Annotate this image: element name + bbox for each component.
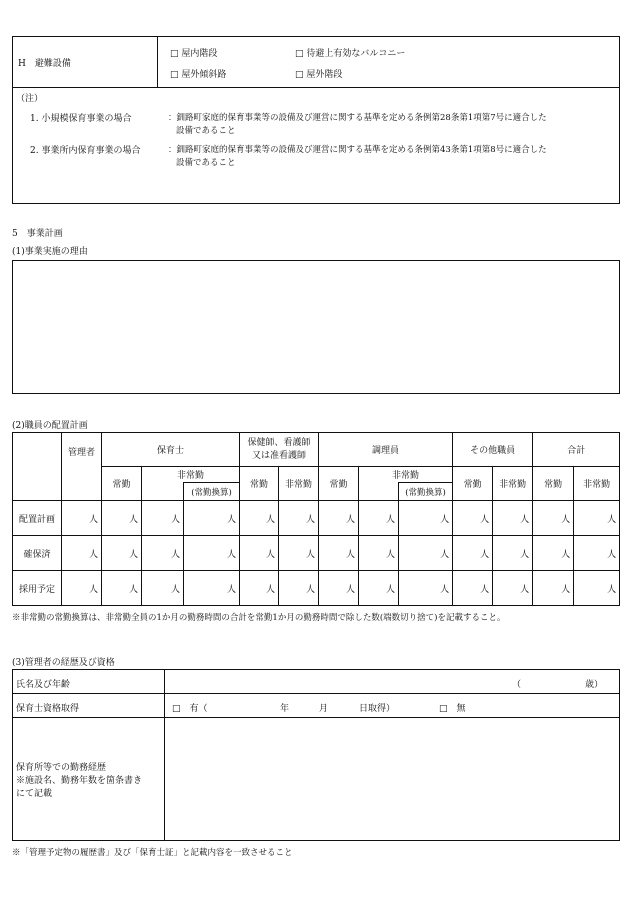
reason-title: (1)事業実施の理由 <box>12 247 88 257</box>
note-title: （注） <box>16 94 44 104</box>
cell-unit[interactable]: 人 <box>533 536 574 571</box>
evacuation-row-divider <box>12 87 620 88</box>
note-1-label: 1. 小規模保育事業の場合 <box>30 114 132 124</box>
hdr-health-part: 非常勤 <box>279 467 319 501</box>
option-outdoor-stairs[interactable]: □ 屋外階段 <box>295 70 343 80</box>
reason-input-box[interactable] <box>12 260 620 394</box>
hdr-health <box>240 433 319 467</box>
manager-footnote: ※「管理予定物の履歴書」及び「保育士証」と記載内容を一致させること <box>12 848 293 858</box>
cell-unit[interactable]: 人 <box>453 536 493 571</box>
cell-unit[interactable]: 人 <box>62 571 102 606</box>
cell-unit[interactable]: 人 <box>62 536 102 571</box>
career-label-1: 保育所等での勤務経歴 <box>16 763 107 773</box>
cell-unit[interactable]: 人 <box>240 571 279 606</box>
hdr-nursery-part: 非常勤 <box>142 467 240 483</box>
qualification-label: 保育士資格取得 <box>16 704 80 714</box>
cell-unit[interactable]: 人 <box>493 536 533 571</box>
hdr-nursery-part-blank <box>142 483 184 501</box>
age-open-paren: （ <box>512 680 522 690</box>
name-age-label: 氏名及び年齢 <box>16 680 71 690</box>
cell-unit[interactable]: 人 <box>359 536 399 571</box>
cell-unit[interactable]: 人 <box>533 501 574 536</box>
hdr-other-full: 常勤 <box>453 467 493 501</box>
age-close: 歳） <box>585 680 604 690</box>
evacuation-col-divider <box>157 36 158 87</box>
table-row <box>13 571 620 606</box>
cell-unit[interactable]: 人 <box>102 536 142 571</box>
cell-unit[interactable]: 人 <box>142 536 184 571</box>
hdr-cook-part: 非常勤 <box>359 467 453 483</box>
cell-unit[interactable]: 人 <box>493 501 533 536</box>
cell-unit[interactable]: 人 <box>493 571 533 606</box>
cell-unit[interactable]: 人 <box>574 501 620 536</box>
table-row <box>13 501 620 536</box>
manager-row-divider-2 <box>12 717 620 718</box>
career-label-2: ※施設名、勤務年数を箇条書き <box>16 776 143 786</box>
cell-unit[interactable]: 人 <box>399 501 453 536</box>
cell-unit[interactable]: 人 <box>533 571 574 606</box>
cell-unit[interactable]: 人 <box>102 501 142 536</box>
manager-title: (3)管理者の経歴及び資格 <box>12 658 115 668</box>
evacuation-label: H 避難設備 <box>18 59 71 69</box>
name-age-field[interactable] <box>166 671 616 692</box>
hdr-cook-part-blank <box>359 483 399 501</box>
cell-unit[interactable]: 人 <box>574 536 620 571</box>
cell-unit[interactable]: 人 <box>399 536 453 571</box>
section-title: 5 事業計画 <box>12 229 63 239</box>
hdr-nursery-conv: (常勤換算) <box>184 483 240 501</box>
cell-unit[interactable]: 人 <box>319 501 359 536</box>
staff-table <box>12 432 620 606</box>
cell-unit[interactable]: 人 <box>279 501 319 536</box>
cell-unit[interactable]: 人 <box>359 571 399 606</box>
option-indoor-stairs[interactable]: □ 屋内階段 <box>170 49 218 59</box>
corner-cell <box>13 433 62 501</box>
staff-footnote: ※非常勤の常勤換算は、非常勤全員の1か月の勤務時間の合計を常勤1か月の勤務時間で除した数(端数切り捨て)を記載すること。 <box>12 613 506 623</box>
row-label-secured: 確保済 <box>13 536 62 571</box>
hdr-total-full: 常勤 <box>533 467 574 501</box>
cell-unit[interactable]: 人 <box>399 571 453 606</box>
cell-unit[interactable]: 人 <box>279 536 319 571</box>
manager-col-divider <box>164 669 165 841</box>
hdr-health-line2: 又は准看護師 <box>252 450 307 461</box>
cell-unit[interactable]: 人 <box>102 571 142 606</box>
hdr-cook-full: 常勤 <box>319 467 359 501</box>
cell-unit[interactable]: 人 <box>240 501 279 536</box>
qualification-no-checkbox[interactable]: □ 無 <box>439 704 466 714</box>
hdr-health-full: 常勤 <box>240 467 279 501</box>
cell-unit[interactable]: 人 <box>184 571 240 606</box>
day-acquired-label: 日取得） <box>359 704 396 714</box>
row-label-plan: 配置計画 <box>13 501 62 536</box>
hdr-nursery: 保育士 <box>102 433 240 467</box>
cell-unit[interactable]: 人 <box>453 501 493 536</box>
hdr-total: 合計 <box>533 433 620 467</box>
hdr-other: その他職員 <box>453 433 533 467</box>
month-label: 月 <box>319 704 329 714</box>
cell-unit[interactable]: 人 <box>142 571 184 606</box>
cell-unit[interactable]: 人 <box>184 536 240 571</box>
year-label: 年 <box>280 704 290 714</box>
career-label-3: にて記載 <box>16 789 53 799</box>
row-label-hire: 採用予定 <box>13 571 62 606</box>
table-row <box>13 536 620 571</box>
option-outdoor-ramp[interactable]: □ 屋外傾斜路 <box>170 70 227 80</box>
note-1-text: ：釧路町家庭的保育事業等の設備及び運営に関する基準を定める条例第28条第1項第7号に適合した <box>168 113 547 123</box>
cell-unit[interactable]: 人 <box>240 536 279 571</box>
option-balcony[interactable]: □ 待避上有効なバルコニー <box>295 49 406 59</box>
hdr-other-part: 非常勤 <box>493 467 533 501</box>
hdr-cook: 調理員 <box>319 433 453 467</box>
cell-unit[interactable]: 人 <box>62 501 102 536</box>
hdr-manager: 管理者 <box>62 433 102 501</box>
staff-title: (2)職員の配置計画 <box>12 421 88 431</box>
cell-unit[interactable]: 人 <box>319 536 359 571</box>
note-2-text-cont: 設備であること <box>176 158 236 168</box>
career-input-area[interactable] <box>166 719 616 837</box>
cell-unit[interactable]: 人 <box>142 501 184 536</box>
hdr-total-part: 非常勤 <box>574 467 620 501</box>
hdr-nursery-full: 常勤 <box>102 467 142 501</box>
note-1-text-cont: 設備であること <box>176 126 236 136</box>
note-2-label: 2. 事業所内保育事業の場合 <box>30 146 141 156</box>
cell-unit[interactable]: 人 <box>184 501 240 536</box>
manager-row-divider-1 <box>12 693 620 694</box>
hdr-health-line1: 保健師、看護師 <box>247 437 311 448</box>
cell-unit[interactable]: 人 <box>574 571 620 606</box>
qualification-yes-checkbox[interactable]: □ 有（ <box>172 704 208 714</box>
cell-unit[interactable]: 人 <box>279 571 319 606</box>
hdr-cook-conv: (常勤換算) <box>399 483 453 501</box>
cell-unit[interactable]: 人 <box>359 501 399 536</box>
note-2-text: ：釧路町家庭的保育事業等の設備及び運営に関する基準を定める条例第43条第1項第8号に適合した <box>168 145 547 155</box>
cell-unit[interactable]: 人 <box>319 571 359 606</box>
cell-unit[interactable]: 人 <box>453 571 493 606</box>
